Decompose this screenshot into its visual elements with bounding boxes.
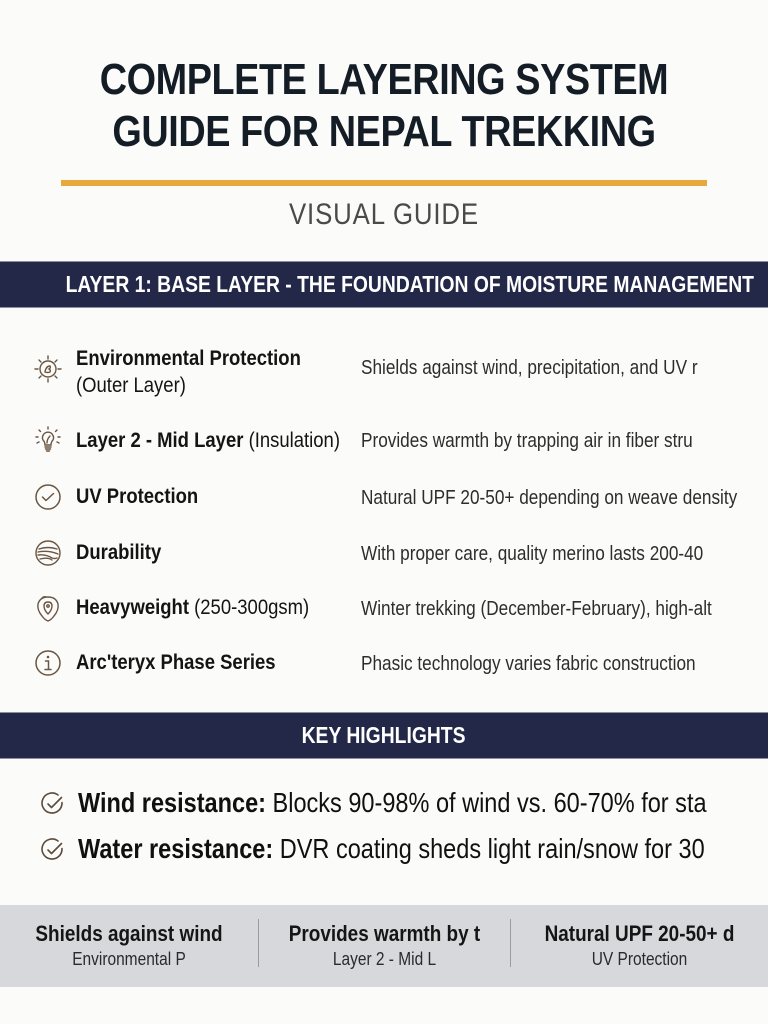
page-title <box>54 54 714 158</box>
check-circle-icon <box>33 482 63 512</box>
location-pin-icon <box>33 593 63 623</box>
feature-description: Shields against wind, precipitation, and UV r <box>361 357 698 379</box>
key-highlights-heading: KEY HIGHLIGHTS <box>302 722 466 748</box>
title-line-1: COMPLETE LAYERING SYSTEM <box>99 55 669 104</box>
layer-section-header <box>0 261 768 308</box>
feature-row <box>0 342 768 402</box>
stat-label: Layer 2 - Mid L <box>332 949 437 969</box>
highlight-detail: DVR coating sheds light rain/snow for 30 <box>273 833 705 864</box>
stat-value: Natural UPF 20-50+ d <box>544 921 735 946</box>
stat-value: Provides warmth by t <box>288 921 481 946</box>
feature-description: Natural UPF 20-50+ depending on weave density <box>361 487 738 509</box>
title-line-2: GUIDE FOR NEPAL TREKKING <box>112 107 656 156</box>
feature-label-bold: Heavyweight <box>76 596 189 619</box>
feature-label-bold: UV Protection <box>76 485 199 508</box>
stat-item <box>258 919 510 967</box>
feature-row <box>0 648 768 692</box>
layer-section-heading: LAYER 1: BASE LAYER - THE FOUNDATION OF MOISTURE MANAGEMENT <box>65 271 754 297</box>
highlight-item <box>40 831 760 867</box>
feature-label <box>76 595 309 620</box>
accent-divider <box>61 180 707 186</box>
subtitle: VISUAL GUIDE <box>288 198 480 231</box>
highlight-item <box>40 785 760 821</box>
highlight-text <box>78 831 705 867</box>
feature-label-light: (Insulation) <box>248 429 340 452</box>
feature-label-light: (250-300gsm) <box>194 596 310 619</box>
fiber-circle-icon <box>33 538 63 568</box>
feature-label <box>76 428 340 453</box>
highlight-text <box>78 785 707 821</box>
summary-stats-bar <box>0 905 768 987</box>
feature-row <box>0 593 768 637</box>
stat-item <box>510 919 768 967</box>
key-highlights-header <box>0 712 768 759</box>
feature-label <box>76 650 276 675</box>
feature-label <box>76 345 301 399</box>
feature-label-bold: Durability <box>76 541 162 564</box>
feature-row <box>0 538 768 582</box>
check-circle-icon <box>40 837 66 863</box>
feature-label <box>76 484 198 509</box>
feature-description: Provides warmth by trapping air in fiber stru <box>361 430 693 452</box>
highlight-label: Wind resistance: <box>78 787 267 818</box>
feature-label-light: (Outer Layer) <box>76 374 186 397</box>
check-circle-icon <box>40 791 66 817</box>
lightbulb-icon <box>33 425 63 455</box>
stat-label: Environmental P <box>72 949 186 969</box>
highlight-detail: Blocks 90-98% of wind vs. 60-70% for sta <box>266 787 707 818</box>
sun-gear-icon <box>33 354 63 384</box>
feature-description: Winter trekking (December-February), high-alt <box>361 598 712 620</box>
feature-row <box>0 425 768 469</box>
stat-label: UV Protection <box>591 949 688 969</box>
stat-item <box>0 905 258 987</box>
feature-label-bold: Arc'teryx Phase Series <box>76 651 276 674</box>
feature-description: With proper care, quality merino lasts 200-40 <box>361 543 704 565</box>
feature-label-bold: Layer 2 - Mid Layer <box>76 429 244 452</box>
highlight-label: Water resistance: <box>78 833 274 864</box>
feature-label <box>76 540 161 565</box>
feature-label-bold: Environmental Protection <box>76 347 301 370</box>
stat-value: Shields against wind <box>35 921 223 946</box>
feature-description: Phasic technology varies fabric construction <box>361 653 696 675</box>
feature-row <box>0 482 768 526</box>
info-circle-icon <box>33 648 63 678</box>
